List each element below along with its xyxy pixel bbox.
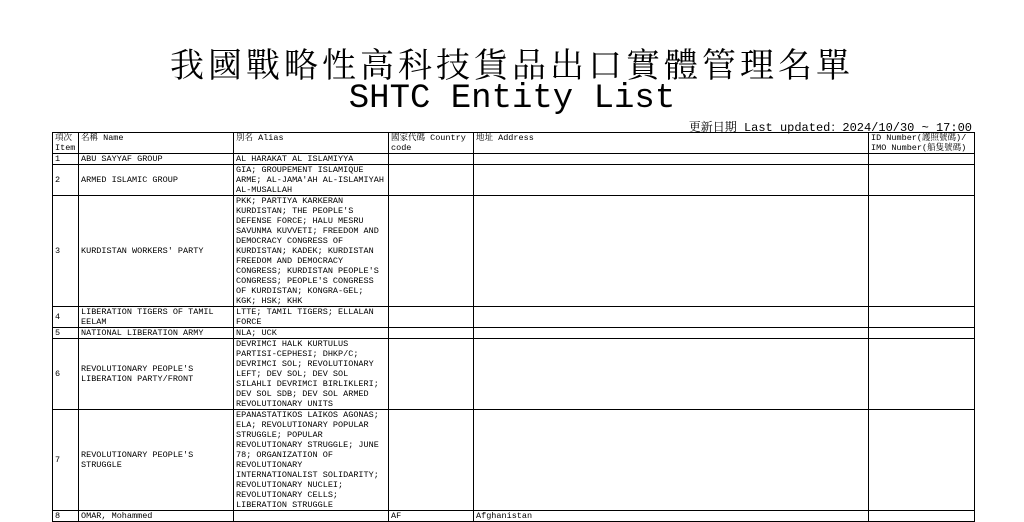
cell-address	[474, 165, 869, 196]
cell-id-number	[869, 196, 975, 307]
table-header-row	[53, 133, 975, 154]
cell-country	[389, 410, 474, 511]
cell-country	[389, 307, 474, 328]
cell-id-number	[869, 339, 975, 410]
cell-alias: GIA; GROUPEMENT ISLAMIQUE ARME; AL-JAMA'AH AL-ISLAMIYAH AL-MUSALLAH	[234, 165, 389, 196]
cell-item: 4	[53, 307, 79, 328]
table-row	[53, 339, 975, 410]
cell-country	[389, 165, 474, 196]
cell-id-number	[869, 511, 975, 522]
column-header-item: 項次 Item	[53, 133, 79, 154]
cell-alias: EPANASTATIKOS LAIKOS AGONAS; ELA; REVOLUTIONARY POPULAR STRUGGLE; POPULAR REVOLUTIONARY STRUGGLE; JUNE 78; ORGANIZATION OF REVOLUTIONARY INTERNATIONALIST SOLIDARITY; REVOLUTIONARY NUCLEI; REVOLUTIONARY CELLS; LIBERATION STRUGGLE	[234, 410, 389, 511]
cell-alias: PKK; PARTIYA KARKERAN KURDISTAN; THE PEOPLE'S DEFENSE FORCE; HALU MESRU SAVUNMA KUVVETI; FREEDOM AND DEMOCRACY CONGRESS OF KURDISTAN; KADEK; KURDISTAN FREEDOM AND DEMOCRACY CONGRESS; KURDISTAN PEOPLE'S CONGRESS; PEOPLE'S CONGRESS OF KURDISTAN; KONGRA-GEL; KGK; HSK; KHK	[234, 196, 389, 307]
cell-name: OMAR, Mohammed	[79, 511, 234, 522]
cell-address	[474, 196, 869, 307]
cell-country	[389, 154, 474, 165]
page-title-chinese: 我國戰略性高科技貨品出口實體管理名單	[170, 46, 854, 86]
column-header-alias: 別名 Alias	[234, 133, 389, 154]
column-header-name: 名稱 Name	[79, 133, 234, 154]
cell-item: 5	[53, 328, 79, 339]
cell-country	[389, 339, 474, 410]
cell-country	[389, 328, 474, 339]
page-title-english: SHTC Entity List	[348, 80, 676, 118]
cell-address	[474, 410, 869, 511]
cell-address	[474, 307, 869, 328]
column-header-address: 地址 Address	[474, 133, 869, 154]
cell-item: 7	[53, 410, 79, 511]
column-header-country: 國家代碼 Country code	[389, 133, 474, 154]
cell-alias: DEVRIMCI HALK KURTULUS PARTISI-CEPHESI; DHKP/C; DEVRIMCI SOL; REVOLUTIONARY LEFT; DEV SOL; DEV SOL SILAHLI DEVRIMCI BIRLIKLERI; DEV SOL SDB; DEV SOL ARMED REVOLUTIONARY UNITS	[234, 339, 389, 410]
cell-id-number	[869, 154, 975, 165]
cell-name: REVOLUTIONARY PEOPLE'S LIBERATION PARTY/FRONT	[79, 339, 234, 410]
cell-address: Afghanistan	[474, 511, 869, 522]
entity-table	[52, 132, 975, 522]
table-row	[53, 196, 975, 307]
last-updated-text: 更新日期 Last updated：2024/10/30 ~ 17:00	[688, 121, 972, 135]
cell-address	[474, 328, 869, 339]
cell-id-number	[869, 307, 975, 328]
cell-item: 1	[53, 154, 79, 165]
cell-name: ABU SAYYAF GROUP	[79, 154, 234, 165]
cell-country: AF	[389, 511, 474, 522]
cell-item: 2	[53, 165, 79, 196]
table-row	[53, 511, 975, 522]
table-row	[53, 328, 975, 339]
cell-address	[474, 339, 869, 410]
table-row	[53, 154, 975, 165]
cell-name: REVOLUTIONARY PEOPLE'S STRUGGLE	[79, 410, 234, 511]
cell-alias: AL HARAKAT AL ISLAMIYYA	[234, 154, 389, 165]
cell-item: 8	[53, 511, 79, 522]
cell-country	[389, 196, 474, 307]
cell-item: 3	[53, 196, 79, 307]
table-row	[53, 410, 975, 511]
cell-id-number	[869, 410, 975, 511]
cell-alias: NLA; UCK	[234, 328, 389, 339]
cell-alias: LTTE; TAMIL TIGERS; ELLALAN FORCE	[234, 307, 389, 328]
column-header-id-number: ID Number(護照號碼)/ IMO Number(船隻號碼)	[869, 133, 975, 154]
cell-name: LIBERATION TIGERS OF TAMIL EELAM	[79, 307, 234, 328]
cell-id-number	[869, 328, 975, 339]
cell-address	[474, 154, 869, 165]
cell-id-number	[869, 165, 975, 196]
cell-item: 6	[53, 339, 79, 410]
cell-name: ARMED ISLAMIC GROUP	[79, 165, 234, 196]
cell-name: KURDISTAN WORKERS' PARTY	[79, 196, 234, 307]
table-row	[53, 307, 975, 328]
cell-alias	[234, 511, 389, 522]
cell-name: NATIONAL LIBERATION ARMY	[79, 328, 234, 339]
table-row	[53, 165, 975, 196]
